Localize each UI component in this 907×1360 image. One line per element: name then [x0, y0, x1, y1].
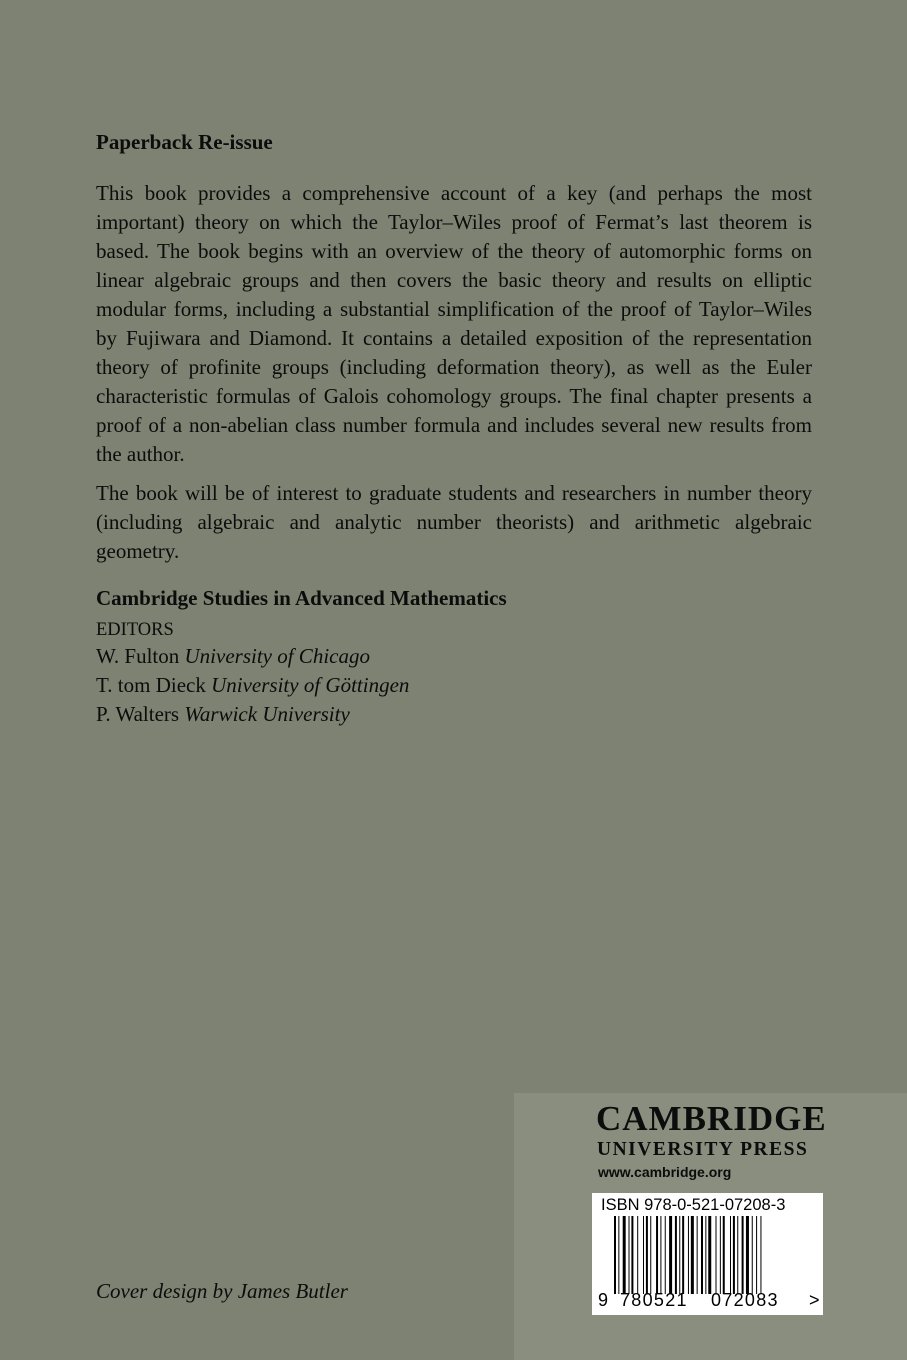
barcode-icon [614, 1216, 806, 1294]
cover-design-credit: Cover design by James Butler [96, 1279, 348, 1303]
series-title: Cambridge Studies in Advanced Mathematics [96, 586, 507, 610]
audience-paragraph: The book will be of interest to graduate students and researchers in number theory (including algebraic and analytic number theorists) and arithmetic algebraic geometry. [96, 481, 812, 563]
description-paragraph: This book provides a comprehensive account of a key (and perhaps the most important) theory on which the Taylor–Wiles proof of Fermat’s last theorem is based. The book begins with an overview of the theory of automorphic forms on linear algebraic groups and then covers the basic theory and results on elliptic modular forms, including a substantial simplification of the proof of Taylor–Wiles by Fujiwara and Diamond. It contains a detailed exposition of the representation theory of profinite groups (including deformation theory), as well as the Euler characteristic formulas of Galois cohomology groups. The final chapter presents a proof of a non-abelian class number formula and includes several new results from the author. [96, 181, 812, 466]
editor-affiliation: University of Göttingen [211, 673, 410, 697]
barcode-lead-digit: 9 [598, 1290, 609, 1310]
publisher-url: www.cambridge.org [598, 1164, 732, 1180]
isbn-number: ISBN 978-0-521-07208-3 [601, 1196, 786, 1214]
back-cover-text [96, 128, 812, 729]
publisher-logo-press: UNIVERSITY PRESS [597, 1139, 809, 1160]
reissue-heading: Paperback Re-issue [96, 130, 273, 154]
barcode-group-2: 072083 [711, 1290, 779, 1310]
editor-name: P. Walters [96, 702, 180, 726]
editor-name: W. Fulton [96, 644, 180, 668]
editors-label: EDITORS [96, 620, 174, 640]
editor-entry [96, 671, 812, 700]
publisher-logo-name: CAMBRIDGE [596, 1099, 827, 1138]
barcode-marker: > [809, 1290, 820, 1310]
editor-name: T. tom Dieck [96, 673, 206, 697]
editor-entry [96, 700, 812, 729]
editor-affiliation: University of Chicago [184, 644, 370, 668]
editor-entry [96, 642, 812, 671]
editor-affiliation: Warwick University [184, 702, 350, 726]
barcode-group-1: 780521 [620, 1290, 688, 1310]
